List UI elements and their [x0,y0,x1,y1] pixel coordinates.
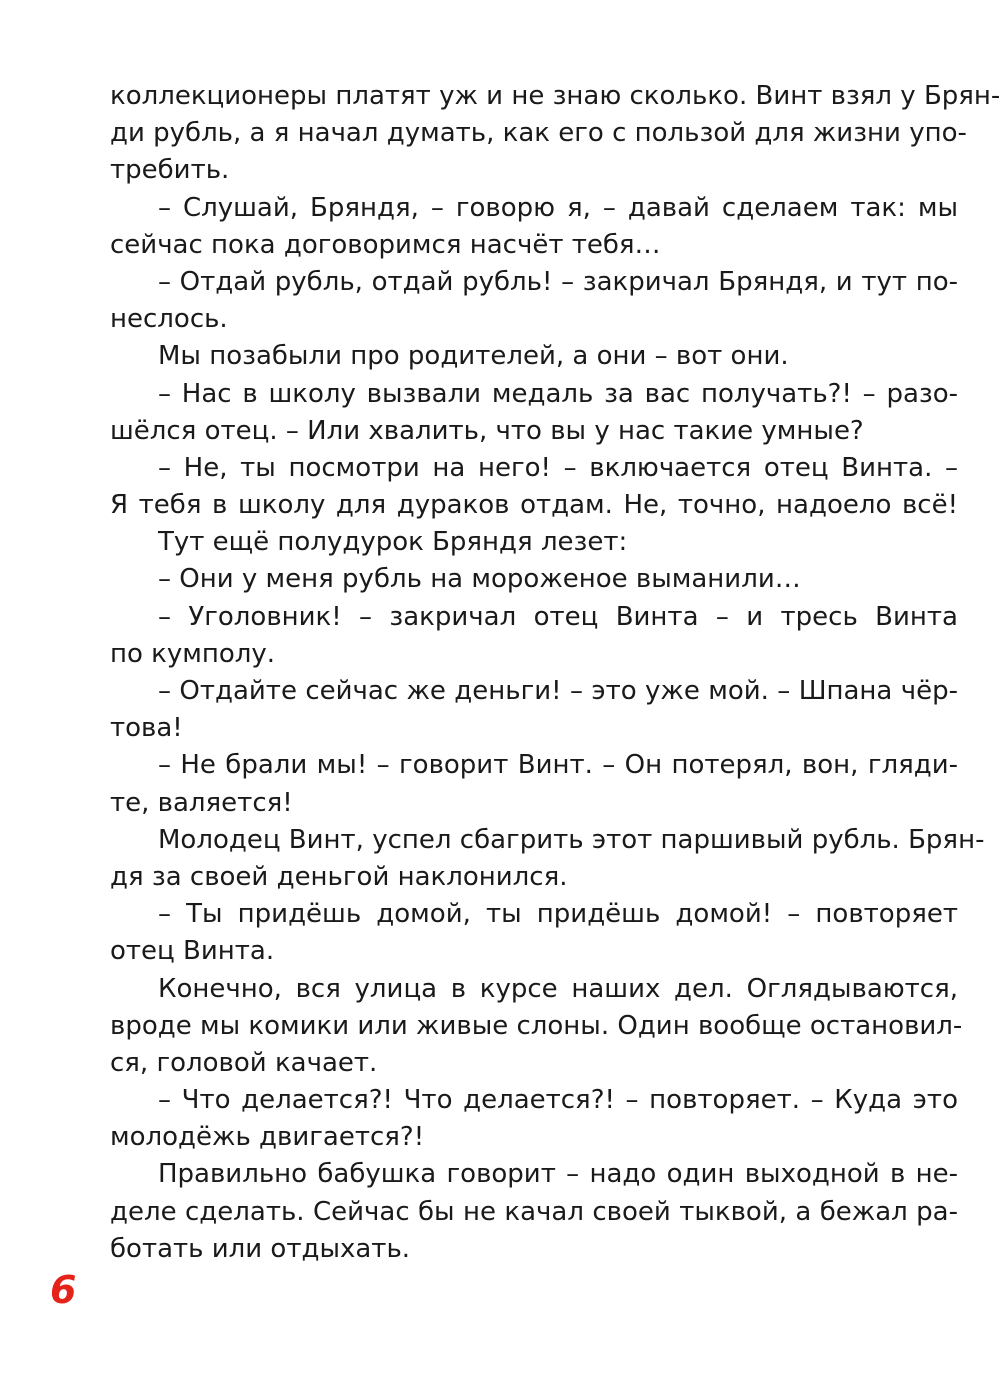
text-line: вроде мы комики или живые слоны. Один вообще остановил- [110,1010,963,1041]
text-line: – Не брали мы! – говорит Винт. – Он потерял, вон, гляди- [158,750,958,781]
text-line: – Они у меня рубль на мороженое выманили… [158,564,801,595]
text-line: Конечно, вся улица в курсе наших дел. Оглядываются, [158,973,958,1004]
text-line: това! [110,713,183,744]
text-line: – Нас в школу вызвали медаль за вас получать?! – разо- [158,378,958,409]
text-line: молодёжь двигается?! [110,1122,425,1153]
text-line: – Ты придёшь домой, ты придёшь домой! – повторяет [158,899,958,930]
text-line: сейчас пока договоримся насчёт тебя… [110,229,661,260]
text-line: требить. [110,155,230,186]
text-line: те, валяется! [110,787,293,818]
text-line: Мы позабыли про родителей, а они – вот они. [158,341,789,372]
text-line: ди рубль, а я начал думать, как его с пользой для жизни упо- [110,118,967,149]
text-line: – Отдай рубль, отдай рубль! – закричал Бряндя, и тут по- [158,266,958,297]
text-line: ботать или отдыхать. [110,1233,411,1264]
text-line: дя за своей деньгой наклонился. [110,861,568,892]
text-line: Тут ещё полудурок Бряндя лезет: [158,527,628,558]
text-line: Я тебя в школу для дураков отдам. Не, точно, надоело всё! [110,490,958,521]
text-line: коллекционеры платят уж и не знаю сколько. Винт взял у Брян- [110,81,1000,111]
text-line: – Слушай, Бряндя, – говорю я, – давай сделаем так: мы [158,192,958,223]
text-line: Молодец Винт, успел сбагрить этот паршивый рубль. Брян- [158,824,985,855]
page-number: 6 [50,1268,77,1312]
text-line: – Отдайте сейчас же деньги! – это уже мой. – Шпана чёр- [158,676,958,706]
text-line: ся, головой качает. [110,1047,378,1078]
text-line: – Не, ты посмотри на него! – включается отец Винта. – [158,452,958,483]
text-line: – Что делается?! Что делается?! – повторяет. – Куда это [158,1085,958,1116]
text-line: по кумполу. [110,638,276,669]
text-line: – Уголовник! – закричал отец Винта – и тресь Винта [158,601,958,632]
body-text [110,78,1000,1268]
text-line: неслось. [110,304,228,335]
text-line: отец Винта. [110,936,275,967]
text-line: шёлся отец. – Или хвалить, что вы у нас такие умные? [110,415,864,446]
text-line: Правильно бабушка говорит – надо один выходной в не- [158,1159,958,1190]
text-line: деле сделать. Сейчас бы не качал своей тыквой, а бежал ра- [110,1196,958,1227]
